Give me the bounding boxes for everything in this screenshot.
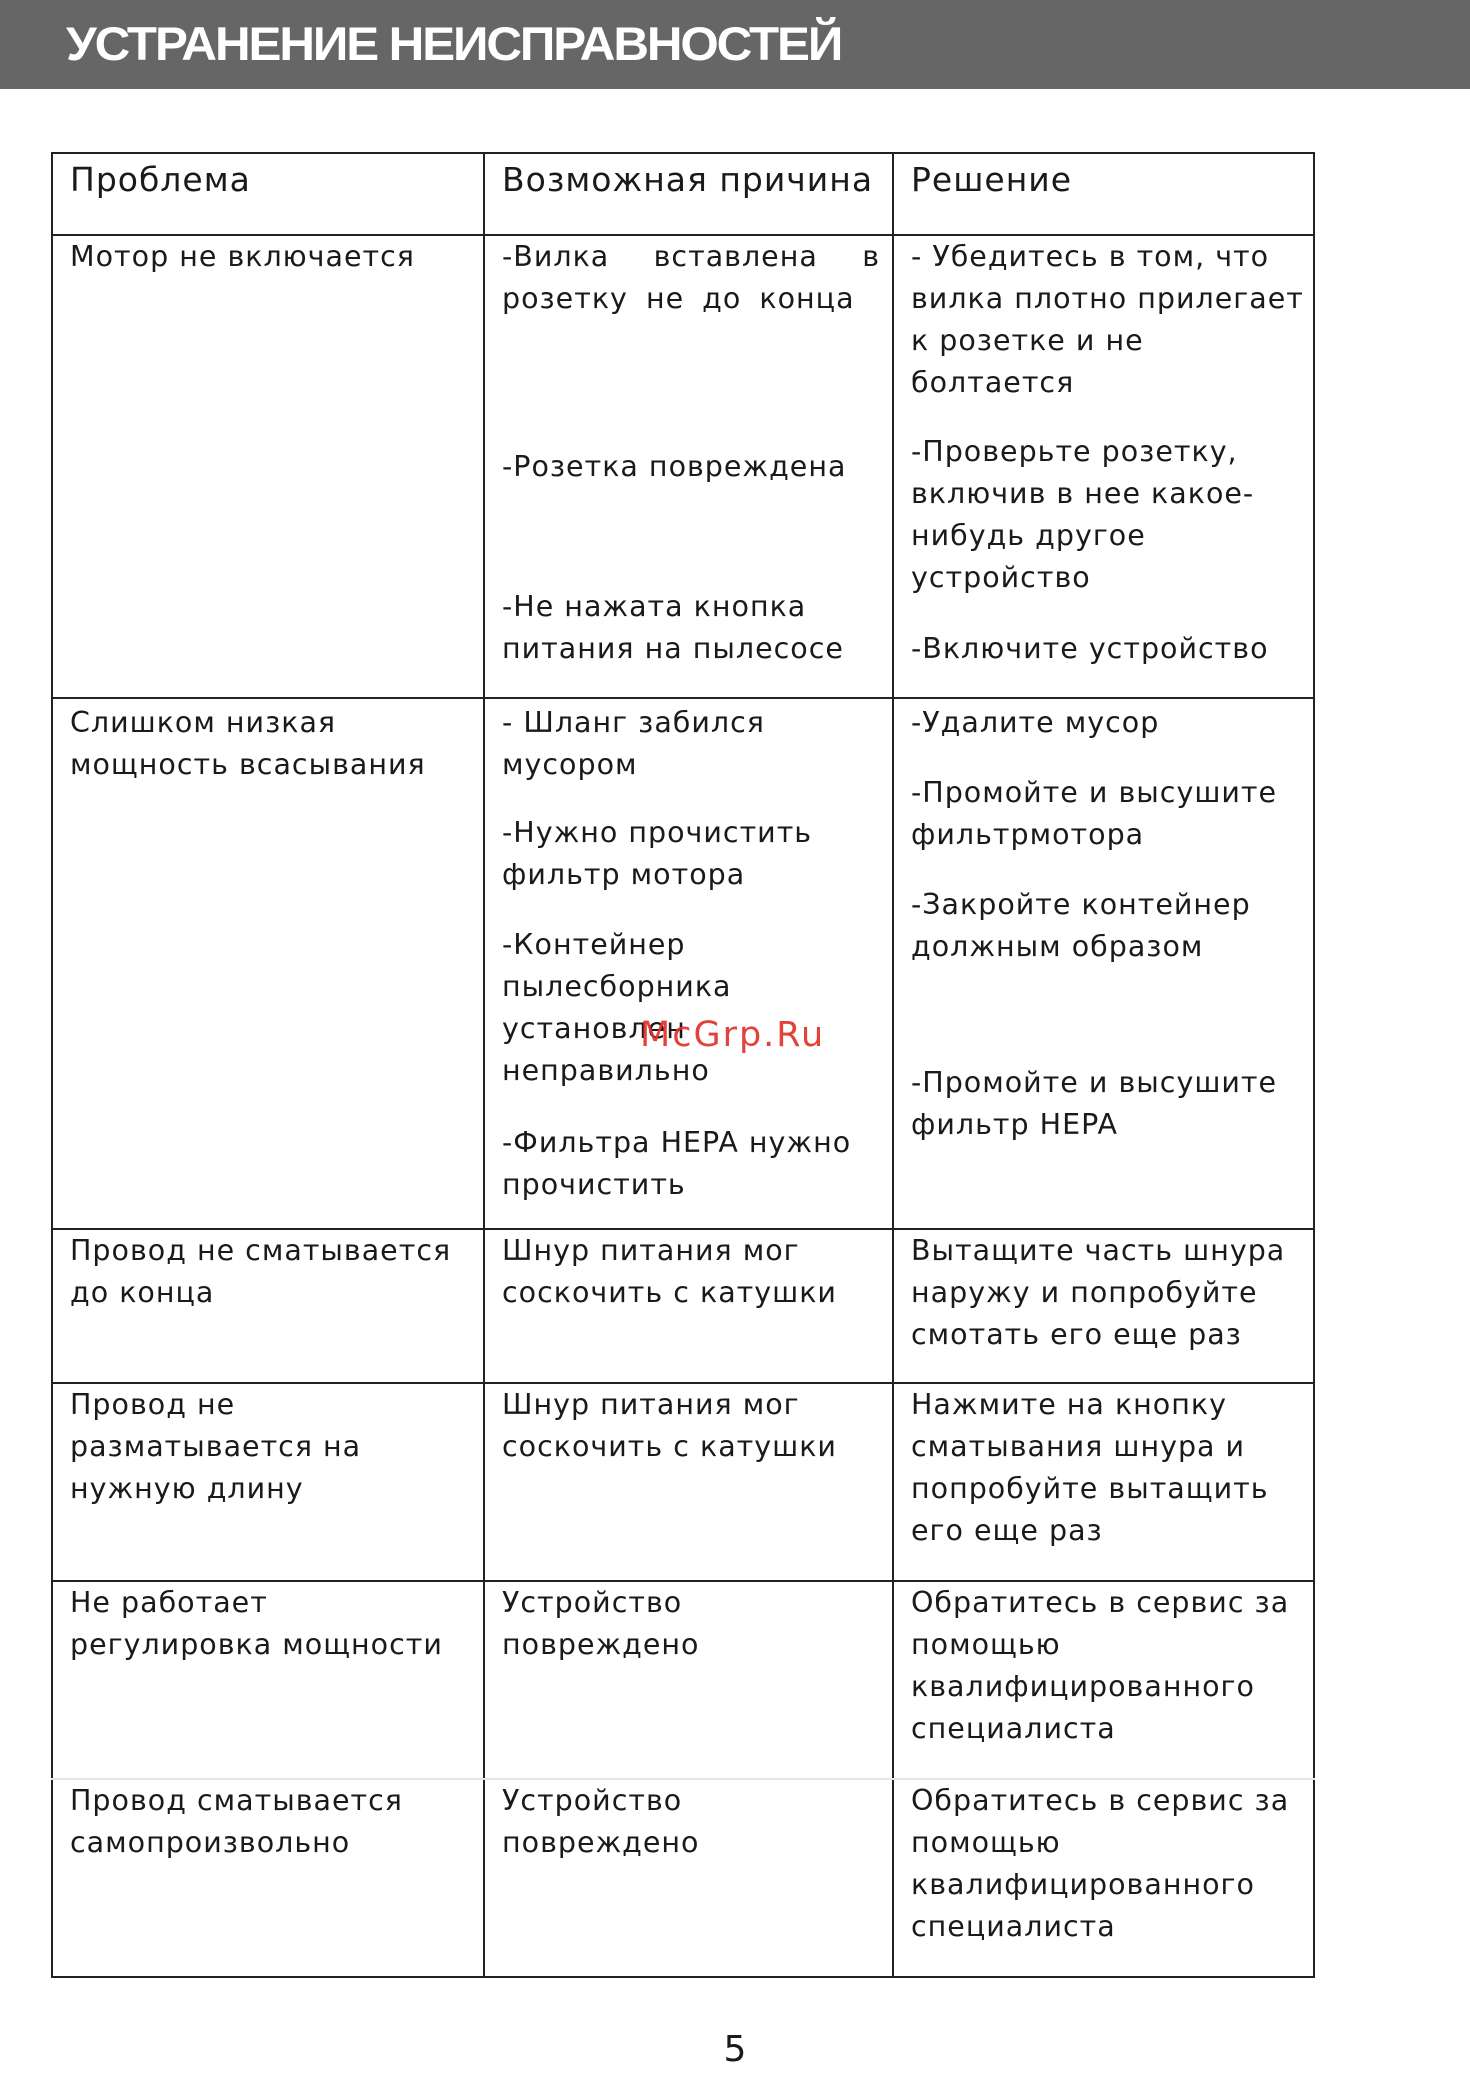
table-row	[52, 1581, 1314, 1779]
solution-text: -Закройте контейнер должным образом	[911, 888, 1251, 963]
table-row	[52, 1779, 1314, 1977]
troubleshooting-table	[51, 152, 1315, 1978]
cause-text: Шнур питания мог соскочить с катушки	[502, 1234, 837, 1309]
table-row	[52, 1383, 1314, 1581]
solution-text: -Промойте и высушите фильтрмотора	[911, 776, 1278, 851]
cause-text: -Контейнер пылесборника установлен неправильно	[502, 928, 732, 1087]
column-header-solution: Решение	[911, 160, 1073, 199]
table-row	[52, 235, 1314, 698]
solution-text: Обратитесь в сервис за помощью квалифицированного специалиста	[911, 1586, 1290, 1745]
cause-text: -Не нажата кнопка питания на пылесосе	[502, 590, 844, 665]
table-header-row	[52, 153, 1314, 235]
cause-text: -Нужно прочистить фильтр мотора	[502, 816, 813, 891]
page-title: УСТРАНЕНИЕ НЕИСПРАВНОСТЕЙ	[66, 17, 842, 70]
column-header-problem: Проблема	[70, 160, 251, 199]
problem-text: Провод не сматывается до конца	[70, 1234, 452, 1309]
solution-text: Вытащите часть шнура наружу и попробуйте смотать его еще раз	[911, 1234, 1286, 1351]
cause-text: -Фильтра HEPA нужно прочистить	[502, 1126, 852, 1201]
watermark: McGrp.Ru	[640, 1015, 826, 1055]
header-bar	[0, 0, 1470, 89]
solution-text: -Промойте и высушите фильтр HEPA	[911, 1066, 1278, 1141]
column-header-cause: Возможная причина	[502, 160, 874, 199]
solution-text: - Убедитесь в том, что вилка плотно прилегает к розетке и не болтается	[911, 240, 1304, 399]
table-row	[52, 1229, 1314, 1383]
page-number: 5	[723, 2029, 747, 2070]
solution-text: -Удалите мусор	[911, 706, 1160, 739]
cause-text: -Вилка вставлена в розетку не до конца	[502, 240, 880, 315]
solution-text: -Включите устройство	[911, 632, 1269, 665]
solution-text: Обратитесь в сервис за помощью квалифицированного специалиста	[911, 1784, 1290, 1943]
cause-text: - Шланг забился мусором	[502, 706, 765, 781]
table-row	[52, 698, 1314, 1229]
problem-text: Не работает регулировка мощности	[70, 1586, 443, 1661]
problem-text: Провод сматывается самопроизвольно	[70, 1784, 403, 1859]
problem-text: Слишком низкая мощность всасывания	[70, 706, 426, 781]
cause-text: -Розетка повреждена	[502, 450, 847, 483]
problem-text: Провод не разматывается на нужную длину	[70, 1388, 362, 1505]
solution-text: -Проверьте розетку, включив в нее какое- нибудь другое устройство	[911, 435, 1255, 594]
cause-text: Устройство повреждено	[502, 1784, 700, 1859]
cause-text: Устройство повреждено	[502, 1586, 700, 1661]
problem-text: Мотор не включается	[70, 240, 415, 273]
cause-text: Шнур питания мог соскочить с катушки	[502, 1388, 837, 1463]
solution-text: Нажмите на кнопку сматывания шнура и попробуйте вытащить его еще раз	[911, 1388, 1269, 1547]
